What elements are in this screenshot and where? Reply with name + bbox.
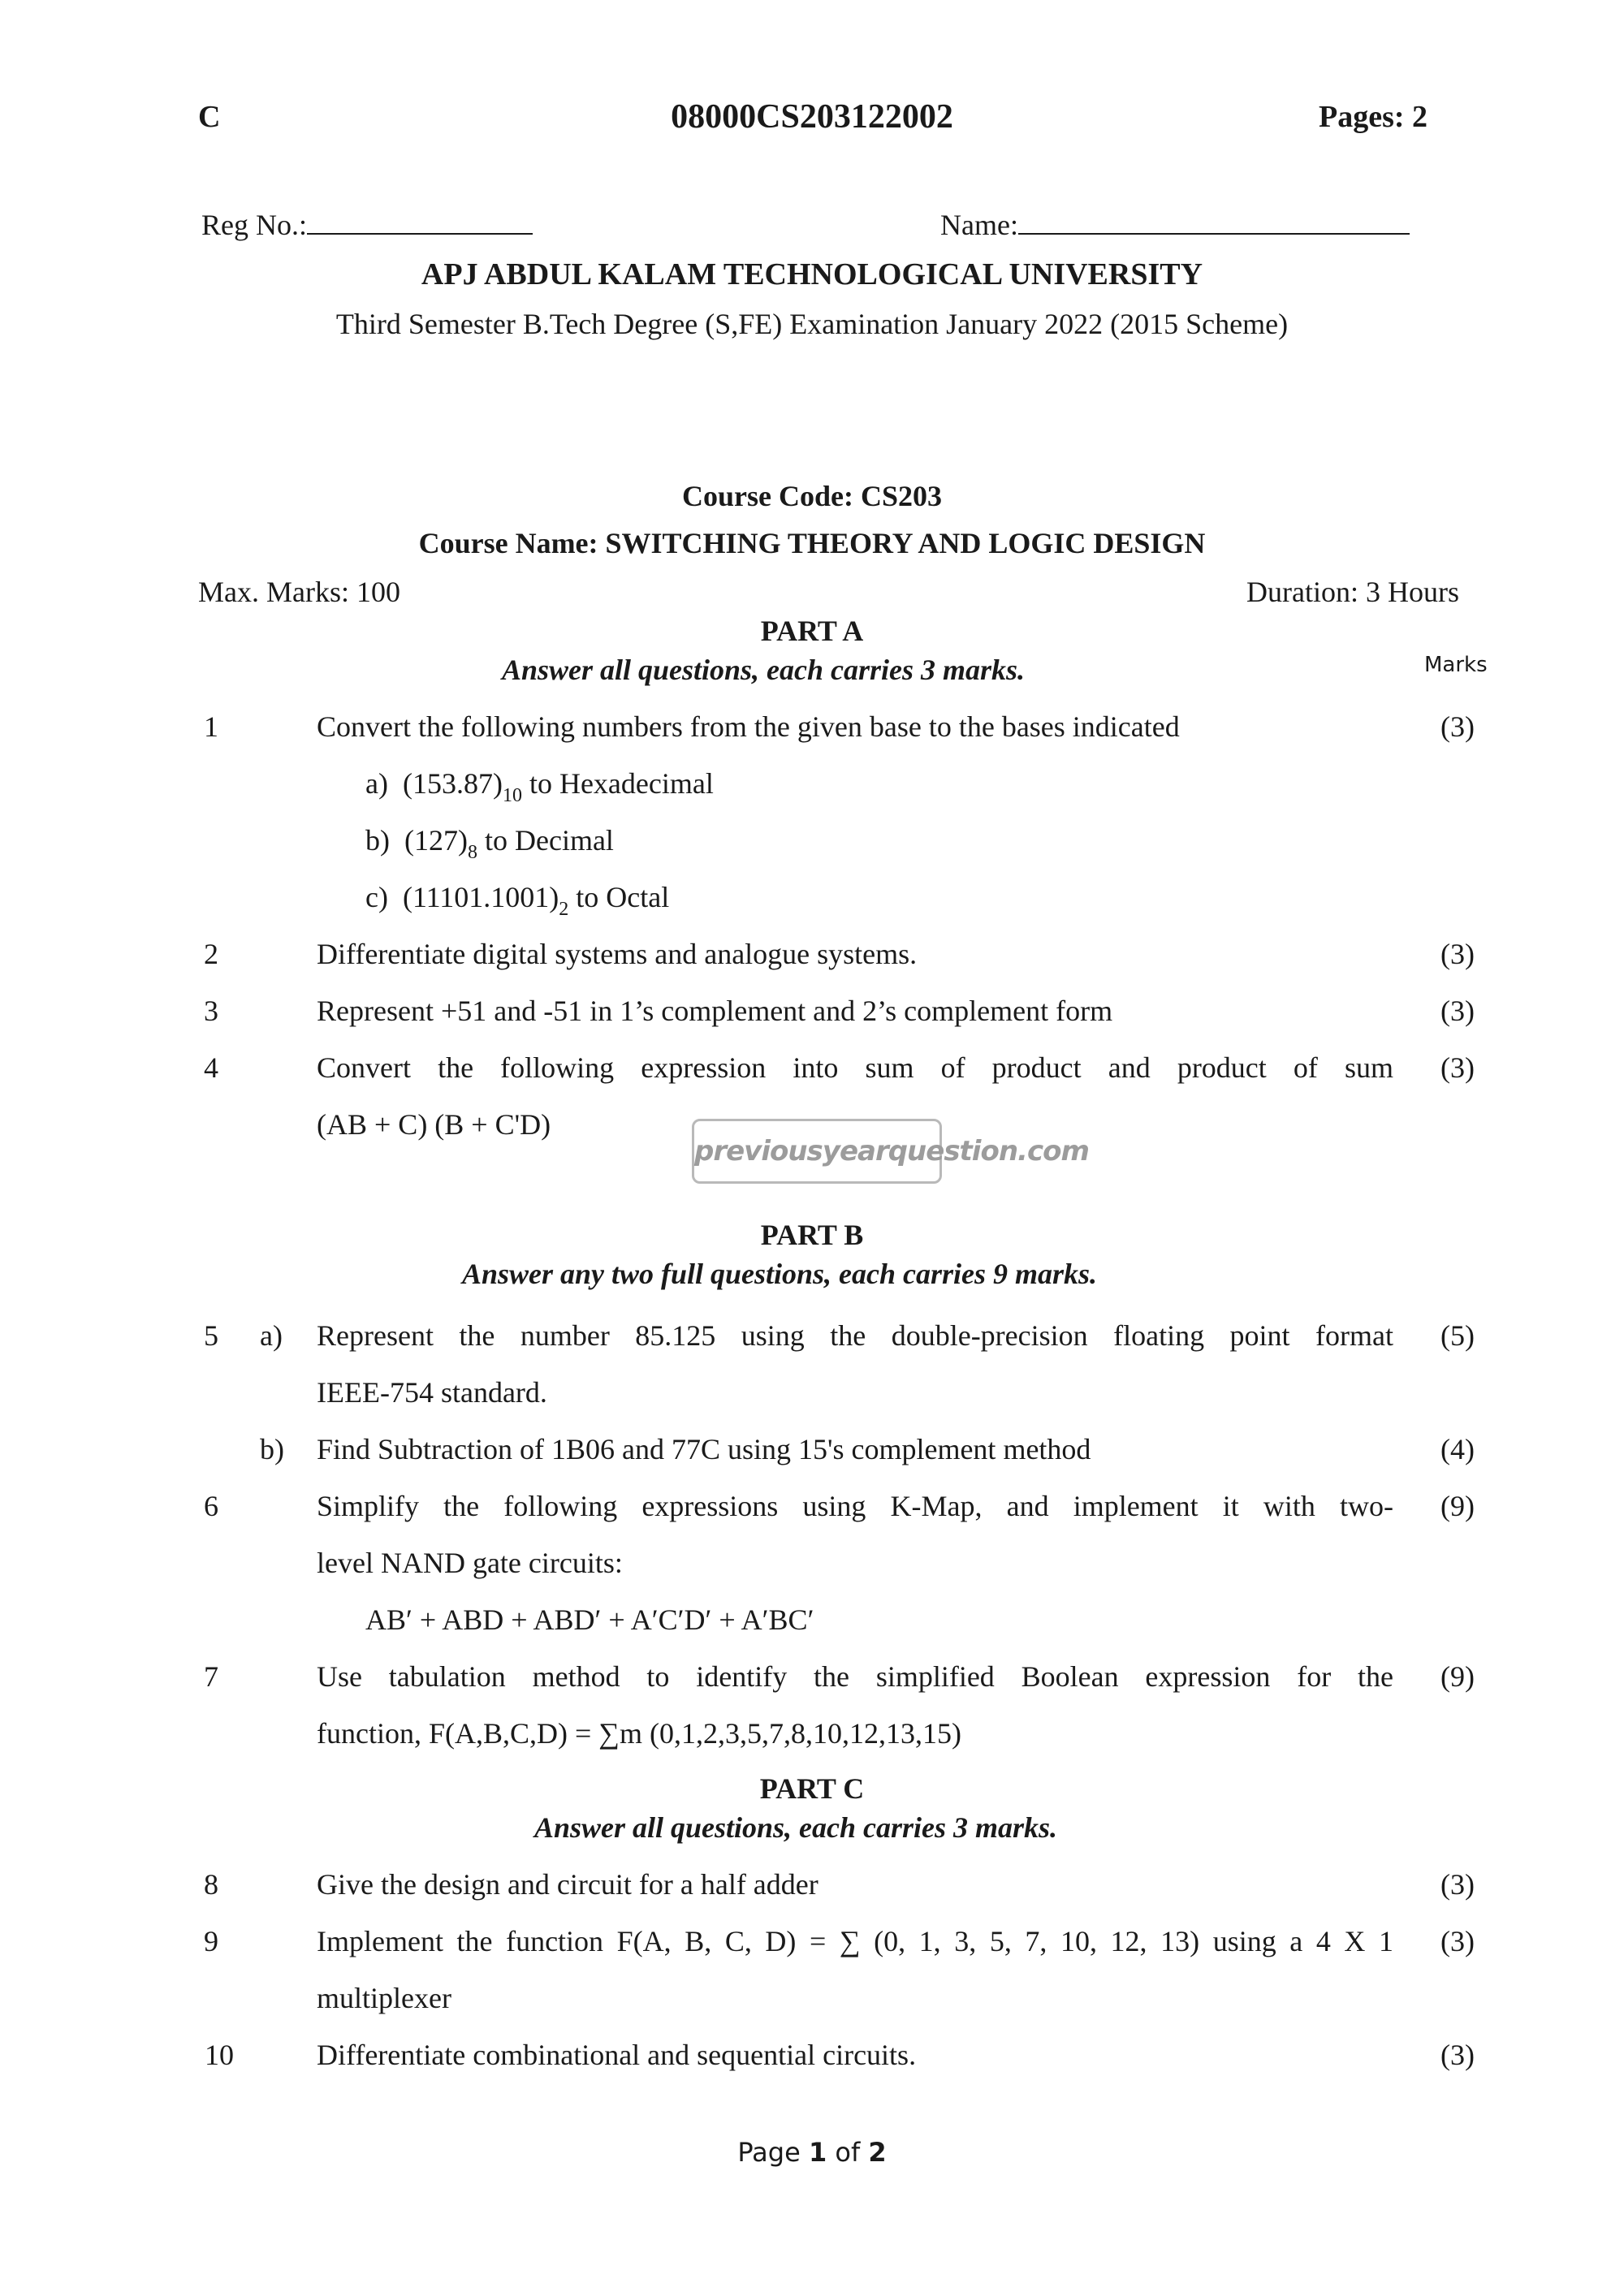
- boolean-expression: AB′ + ABD + ABD′ + A′C′D′ + A′BC′: [365, 1603, 814, 1636]
- part-b-title: PART B: [760, 1219, 864, 1251]
- exam-title: Third Semester B.Tech Degree (S,FE) Examination January 2022 (2015 Scheme): [335, 308, 1289, 340]
- name-label: Name:: [940, 209, 1018, 241]
- question-marks: (3): [1440, 1925, 1475, 1957]
- subquestion: a) $(153.87)_{10}$ to Hexadecimal: [365, 767, 714, 806]
- reg-no-blank: [307, 209, 533, 235]
- series-letter: C: [198, 100, 221, 134]
- name-blank: [1018, 209, 1410, 235]
- question-marks: (5): [1440, 1319, 1475, 1352]
- question-text-continued: multiplexer: [317, 1982, 451, 2014]
- max-marks: Max. Marks: 100: [198, 576, 400, 608]
- course-name: Course Name: SWITCHING THEORY AND LOGIC DESIGN: [418, 527, 1206, 559]
- part-a-instruction: Answer all questions, each carries 3 marks.: [501, 654, 1026, 686]
- question-marks: (3): [1440, 710, 1475, 743]
- question-number: 8: [204, 1868, 218, 1901]
- subquestion: c) $(11101.1001)_2$ to Octal: [365, 881, 670, 920]
- question-marks: (9): [1440, 1660, 1475, 1693]
- question-text: Differentiate digital systems and analogue systems.: [317, 938, 918, 970]
- question-text: Represent the number 85.125 using the double-precision floating point format: [317, 1319, 1393, 1352]
- current-page: 1: [808, 2137, 827, 2168]
- question-text-continued: IEEE-754 standard.: [317, 1376, 547, 1409]
- question-number: 6: [204, 1490, 218, 1522]
- question-expression: (AB + C) (B + C'D): [317, 1108, 551, 1141]
- question-text: Use tabulation method to identify the simplified Boolean expression for the: [317, 1660, 1393, 1693]
- question-text: Find Subtraction of 1B06 and 77C using 15's complement method: [317, 1433, 1091, 1465]
- duration: Duration: 3 Hours: [1246, 576, 1459, 608]
- question-number: 1: [204, 710, 218, 743]
- question-number: 2: [204, 938, 218, 970]
- reg-no-field: [201, 208, 533, 242]
- page-count: Pages: 2: [1319, 100, 1428, 134]
- part-b-instruction: Answer any two full questions, each carries 9 marks.: [461, 1258, 1098, 1290]
- question-marks: (3): [1440, 938, 1475, 970]
- question-number: 7: [204, 1660, 218, 1693]
- question-text: Convert the following numbers from the given base to the bases indicated: [317, 710, 1180, 743]
- question-number: 3: [204, 995, 218, 1027]
- subquestion-label: a): [260, 1319, 283, 1352]
- question-text: Convert the following expression into sum of product and product of sum: [317, 1051, 1393, 1084]
- question-number: 10: [205, 2039, 234, 2071]
- university-name: APJ ABDUL KALAM TECHNOLOGICAL UNIVERSITY: [421, 257, 1203, 291]
- question-text: Give the design and circuit for a half adder: [317, 1868, 818, 1901]
- question-marks: (4): [1440, 1433, 1475, 1465]
- watermark-logo: previousyearquestion.com: [692, 1119, 942, 1184]
- question-number: 4: [204, 1051, 218, 1084]
- question-marks: (3): [1440, 1868, 1475, 1901]
- total-pages: 2: [868, 2137, 887, 2168]
- question-marks: (3): [1440, 1051, 1475, 1084]
- part-a-title: PART A: [760, 615, 864, 647]
- part-c-instruction: Answer all questions, each carries 3 marks.: [533, 1811, 1058, 1844]
- question-text: Represent +51 and -51 in 1’s complement and 2’s complement form: [317, 995, 1113, 1027]
- part-c-title: PART C: [759, 1772, 865, 1805]
- question-marks: (9): [1440, 1490, 1475, 1522]
- course-code: Course Code: CS203: [682, 480, 942, 512]
- subquestion-label: b): [260, 1433, 284, 1465]
- question-number: 5: [204, 1319, 218, 1352]
- question-number: 9: [204, 1925, 218, 1957]
- name-field: [940, 208, 1410, 242]
- question-paper-code: 08000CS203122002: [671, 98, 953, 136]
- reg-no-label: Reg No.:: [201, 209, 307, 241]
- question-marks: (3): [1440, 995, 1475, 1027]
- page-footer: Page 1 of 2: [737, 2137, 887, 2168]
- question-text: Differentiate combinational and sequential circuits.: [317, 2039, 917, 2071]
- marks-column-header: Marks: [1424, 653, 1488, 677]
- question-text: Simplify the following expressions using K-Map, and implement it with two-: [317, 1490, 1393, 1522]
- subquestion: b) $(127)_8$ to Decimal: [365, 824, 614, 863]
- question-text: Implement the function F(A, B, C, D) = ∑ (0, 1, 3, 5, 7, 10, 12, 13) using a 4 X 1: [317, 1925, 1393, 1957]
- question-marks: (3): [1440, 2039, 1475, 2071]
- question-text-continued: function, F(A,B,C,D) = ∑m (0,1,2,3,5,7,8,10,12,13,15): [317, 1717, 961, 1750]
- question-text-continued: level NAND gate circuits:: [317, 1547, 623, 1579]
